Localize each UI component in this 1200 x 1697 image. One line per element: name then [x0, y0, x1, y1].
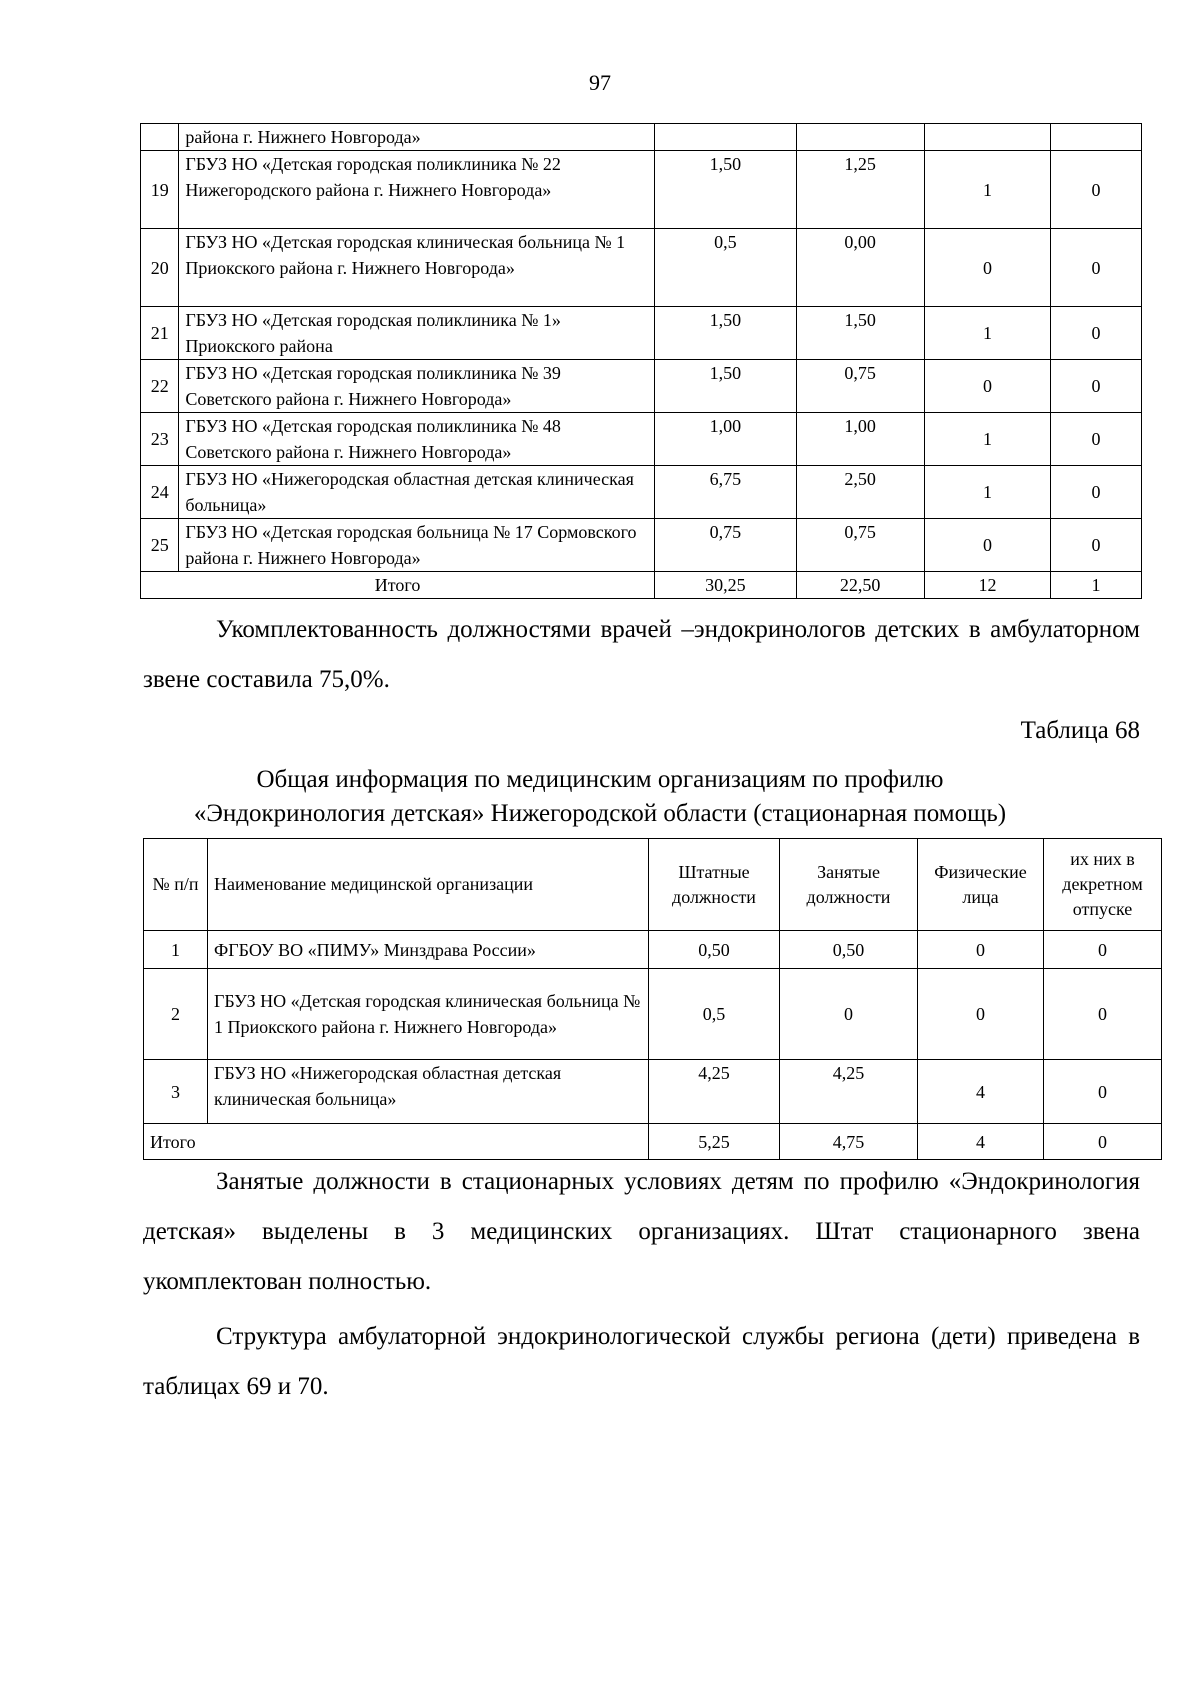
maternity-leave: 0 — [1044, 1060, 1162, 1124]
staff-positions: 4,25 — [649, 1060, 780, 1124]
row-number: 2 — [144, 969, 208, 1060]
row-number: 21 — [141, 307, 179, 360]
organization-name: ГБУЗ НО «Детская городская поликлиника № 39 Советского района г. Нижнего Новгорода» — [179, 360, 655, 413]
header-occupied-positions: Занятые должности — [780, 839, 918, 931]
table-row — [144, 969, 1162, 1060]
maternity-leave: 0 — [1051, 307, 1142, 360]
total-label: Итого — [144, 1124, 649, 1160]
individuals: 1 — [924, 413, 1050, 466]
row-number: 19 — [141, 151, 179, 229]
table-68-label: Таблица 68 — [1020, 717, 1140, 744]
organization-name: района г. Нижнего Новгорода» — [179, 124, 655, 151]
maternity-leave: 0 — [1051, 229, 1142, 307]
table-row — [141, 519, 1142, 572]
organization-name: ГБУЗ НО «Нижегородская областная детская клиническая больница» — [179, 466, 655, 519]
occupied-positions: 1,00 — [796, 413, 924, 466]
table-68-title-line1: Общая информация по медицинским организациям по профилю — [256, 766, 944, 793]
maternity-leave: 0 — [1051, 151, 1142, 229]
table-row — [141, 466, 1142, 519]
occupied-positions: 2,50 — [796, 466, 924, 519]
total-staff-positions: 5,25 — [649, 1124, 780, 1160]
maternity-leave: 0 — [1051, 413, 1142, 466]
table-67-continuation — [140, 123, 1142, 599]
total-occupied-positions: 4,75 — [780, 1124, 918, 1160]
page-number: 97 — [589, 70, 611, 95]
row-number — [141, 124, 179, 151]
organization-name: ФГБОУ ВО «ПИМУ» Минздрава России» — [208, 931, 649, 969]
row-number: 20 — [141, 229, 179, 307]
staff-positions — [655, 124, 796, 151]
individuals: 0 — [918, 969, 1044, 1060]
table-68-title-line2: «Эндокринология детская» Нижегородской области (стационарная помощь) — [193, 800, 1007, 827]
occupied-positions: 0,75 — [796, 360, 924, 413]
individuals: 1 — [924, 151, 1050, 229]
organization-name: ГБУЗ НО «Детская городская клиническая больница № 1 Приокского района г. Нижнего Новгорода» — [208, 969, 649, 1060]
table-row — [141, 413, 1142, 466]
occupied-positions: 0,00 — [796, 229, 924, 307]
table-row — [144, 1060, 1162, 1124]
staff-positions: 1,00 — [655, 413, 796, 466]
occupied-positions — [796, 124, 924, 151]
maternity-leave: 0 — [1044, 969, 1162, 1060]
occupied-positions: 4,25 — [780, 1060, 918, 1124]
table-row — [141, 151, 1142, 229]
table-68 — [143, 838, 1162, 1160]
individuals: 0 — [924, 360, 1050, 413]
paragraph-staffing-ambulatory: Укомплектованность должностями врачей –эндокринологов детских в амбулаторном звене составила 75,0%. — [143, 616, 1140, 693]
individuals: 1 — [924, 307, 1050, 360]
total-row — [141, 572, 1142, 599]
occupied-positions: 0,75 — [796, 519, 924, 572]
individuals: 1 — [924, 466, 1050, 519]
organization-name: ГБУЗ НО «Детская городская поликлиника № 1» Приокского района — [179, 307, 655, 360]
header-staff-positions: Штатные должности — [649, 839, 780, 931]
maternity-leave: 0 — [1051, 466, 1142, 519]
header-number: № п/п — [144, 839, 208, 931]
staff-positions: 1,50 — [655, 360, 796, 413]
row-number: 1 — [144, 931, 208, 969]
occupied-positions: 0 — [780, 969, 918, 1060]
organization-name: ГБУЗ НО «Детская городская больница № 17 Сормовского района г. Нижнего Новгорода» — [179, 519, 655, 572]
header-maternity-leave: их них в декретном отпуске — [1044, 839, 1162, 931]
individuals: 4 — [918, 1060, 1044, 1124]
header-individuals: Физические лица — [918, 839, 1044, 931]
paragraph-inpatient-positions: Занятые должности в стационарных условиях детям по профилю «Эндокринология детская» выделены в 3 медицинских организациях. Штат стационарного звена укомплектован полностью. — [143, 1168, 1140, 1295]
individuals: 0 — [918, 931, 1044, 969]
maternity-leave: 0 — [1044, 931, 1162, 969]
individuals: 0 — [924, 519, 1050, 572]
organization-name: ГБУЗ НО «Детская городская поликлиника № 48 Советского района г. Нижнего Новгорода» — [179, 413, 655, 466]
organization-name: ГБУЗ НО «Детская городская клиническая больница № 1 Приокского района г. Нижнего Новгорода» — [179, 229, 655, 307]
maternity-leave: 0 — [1051, 519, 1142, 572]
individuals: 0 — [924, 229, 1050, 307]
organization-name: ГБУЗ НО «Нижегородская областная детская клиническая больница» — [208, 1060, 649, 1124]
individuals — [924, 124, 1050, 151]
staff-positions: 0,50 — [649, 931, 780, 969]
header-organization: Наименование медицинской организации — [208, 839, 649, 931]
staff-positions: 0,5 — [655, 229, 796, 307]
staff-positions: 6,75 — [655, 466, 796, 519]
row-number: 25 — [141, 519, 179, 572]
staff-positions: 0,75 — [655, 519, 796, 572]
organization-name: ГБУЗ НО «Детская городская поликлиника № 22 Нижегородского района г. Нижнего Новгорода» — [179, 151, 655, 229]
total-staff-positions: 30,25 — [655, 572, 796, 599]
occupied-positions: 1,50 — [796, 307, 924, 360]
total-label: Итого — [141, 572, 655, 599]
maternity-leave — [1051, 124, 1142, 151]
staff-positions: 0,5 — [649, 969, 780, 1060]
staff-positions: 1,50 — [655, 151, 796, 229]
row-number: 3 — [144, 1060, 208, 1124]
table-68-title — [0, 763, 1200, 831]
total-maternity-leave: 1 — [1051, 572, 1142, 599]
row-number: 24 — [141, 466, 179, 519]
table-row — [141, 229, 1142, 307]
table-row — [144, 931, 1162, 969]
total-individuals: 12 — [924, 572, 1050, 599]
table-row — [141, 124, 1142, 151]
total-occupied-positions: 22,50 — [796, 572, 924, 599]
total-maternity-leave: 0 — [1044, 1124, 1162, 1160]
occupied-positions: 1,25 — [796, 151, 924, 229]
maternity-leave: 0 — [1051, 360, 1142, 413]
occupied-positions: 0,50 — [780, 931, 918, 969]
table-row — [141, 360, 1142, 413]
table-row — [141, 307, 1142, 360]
staff-positions: 1,50 — [655, 307, 796, 360]
paragraph-structure-reference: Структура амбулаторной эндокринологической службы региона (дети) приведена в таблицах 69 и 70. — [143, 1323, 1140, 1400]
row-number: 22 — [141, 360, 179, 413]
total-individuals: 4 — [918, 1124, 1044, 1160]
table-header-row — [144, 839, 1162, 931]
row-number: 23 — [141, 413, 179, 466]
total-row — [144, 1124, 1162, 1160]
